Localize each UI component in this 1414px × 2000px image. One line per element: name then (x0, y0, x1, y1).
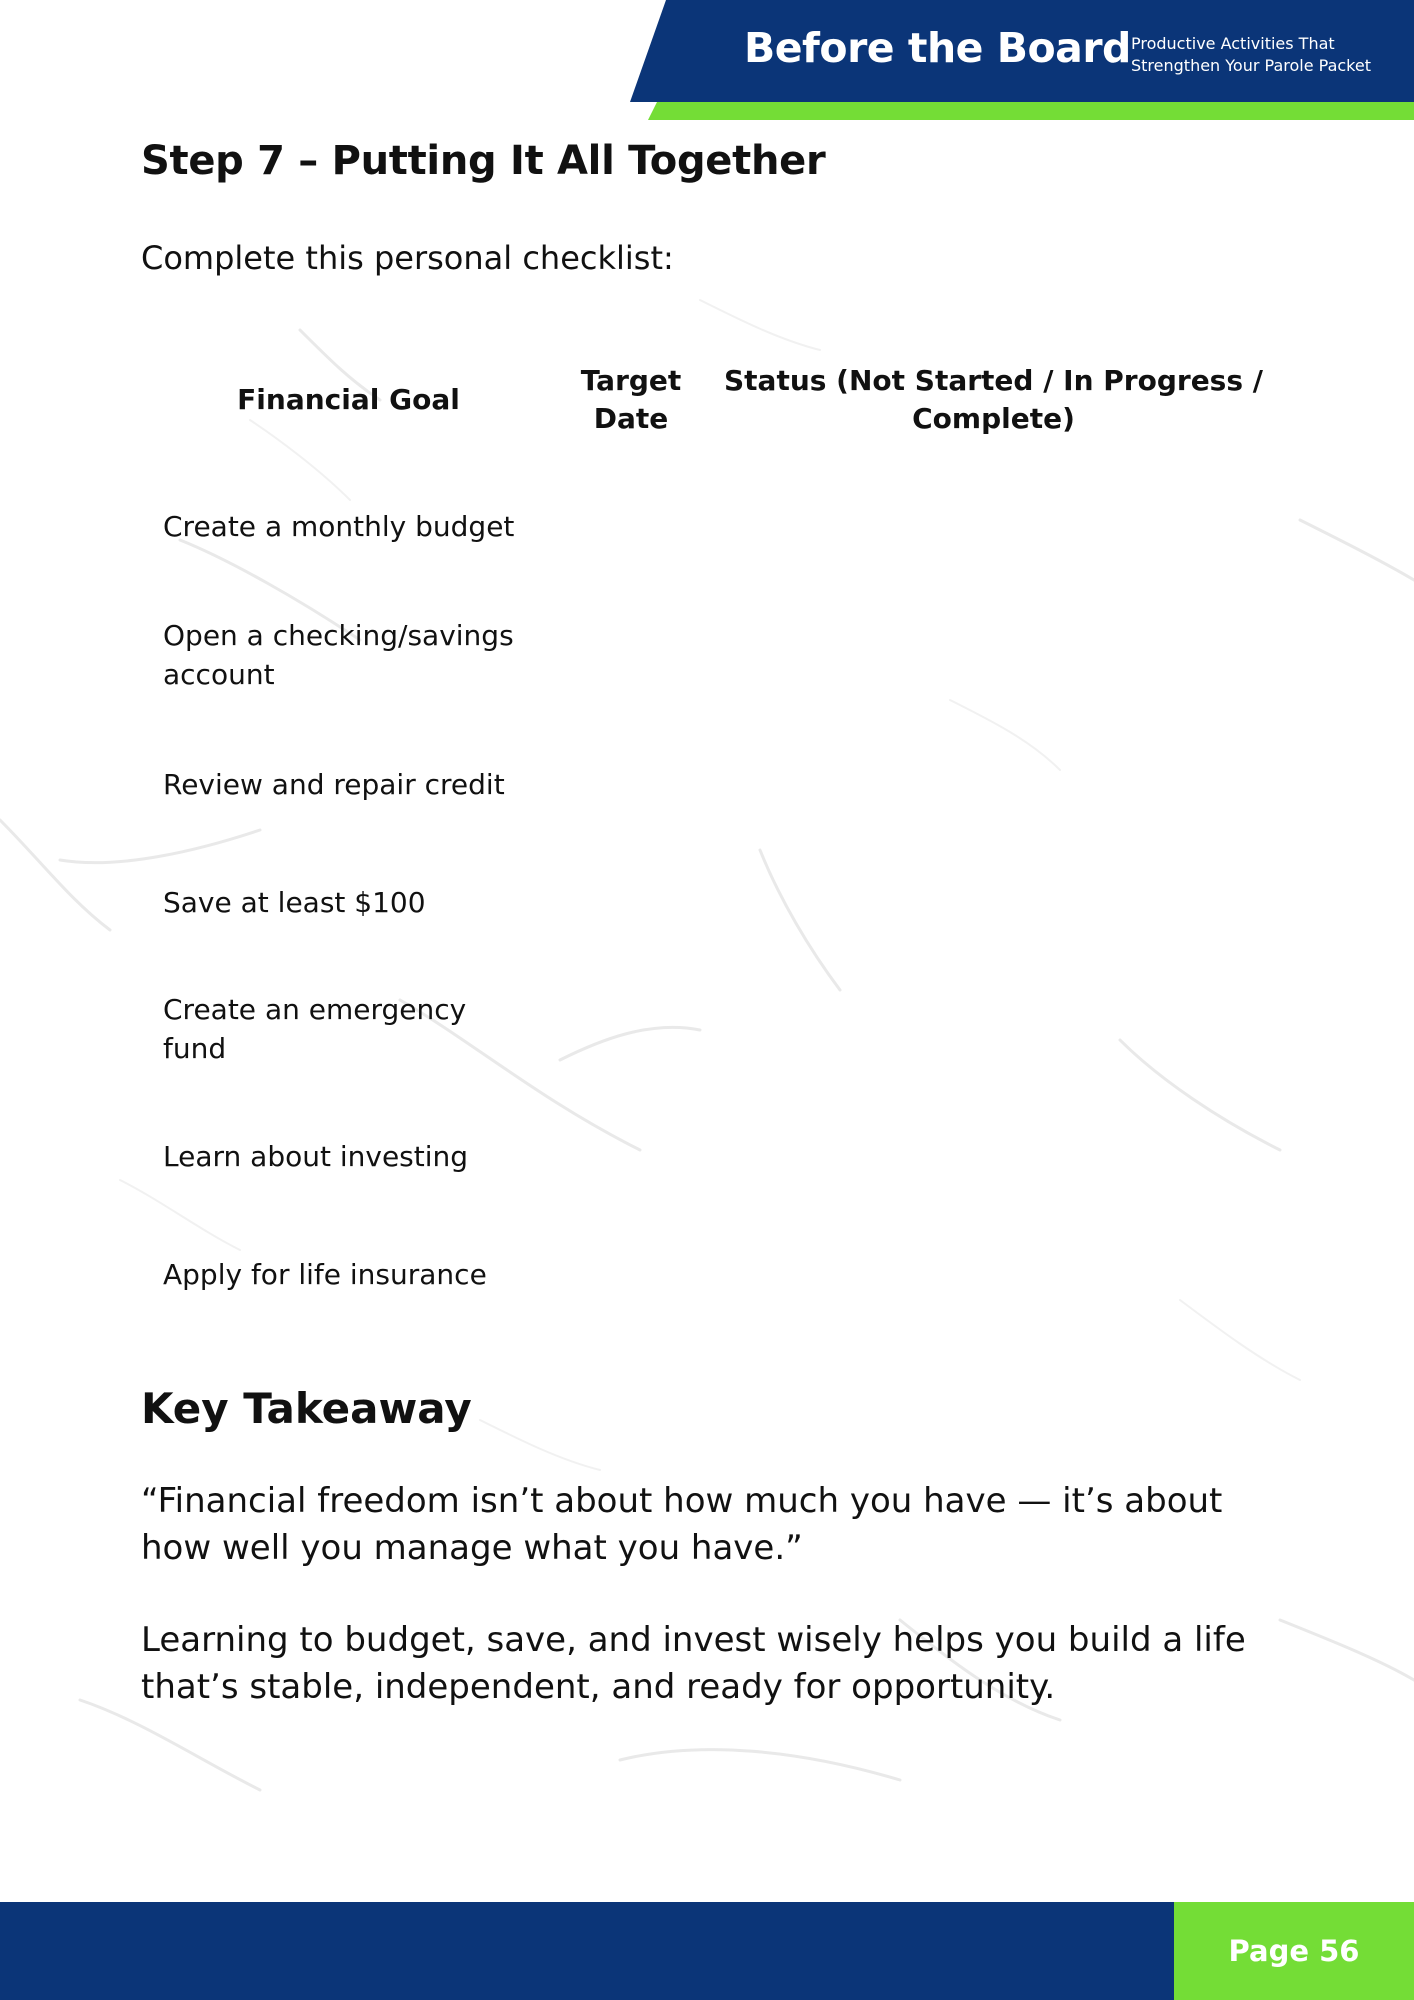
footer-bar (0, 1902, 1174, 2000)
table-row (163, 1128, 593, 1184)
column-header-financial-goal: Financial Goal (237, 383, 460, 416)
page-number: Page 56 (1228, 1934, 1360, 1968)
goal-cell (163, 616, 514, 694)
goal-cell-line2: account (163, 658, 275, 691)
takeaway-quote: “Financial freedom isn’t about how much you have — it’s about how well you manage what you have.” (141, 1481, 1223, 1568)
column-header-status-line1: Status (Not Started / In Progress / (724, 364, 1263, 397)
table-row (163, 498, 593, 554)
goal-cell: Review and repair credit (163, 767, 505, 801)
key-takeaway-heading: Key Takeaway (141, 1384, 472, 1433)
goal-cell: Apply for life insurance (163, 1257, 487, 1291)
header-subtitle-line2: Strengthen Your Parole Packet (1131, 56, 1371, 75)
table-row (163, 616, 593, 694)
checklist-intro: Complete this personal checklist: (141, 239, 674, 277)
column-header-status (706, 348, 1281, 452)
header-accent-stripe (648, 100, 1414, 120)
checklist-header-row (141, 348, 1281, 452)
header-subtitle-line1: Productive Activities That (1131, 34, 1335, 53)
header-subtitle (1131, 33, 1401, 77)
column-header-target-date-line2: Date (593, 402, 669, 435)
table-row (163, 874, 593, 930)
column-header-status-line2: Complete) (912, 402, 1075, 435)
goal-cell (163, 990, 466, 1068)
goal-cell: Create a monthly budget (163, 509, 515, 543)
footer-page-badge (1174, 1902, 1414, 2000)
table-row (163, 990, 593, 1068)
takeaway-closing-paragraph: Learning to budget, save, and invest wisely helps you build a life that’s stable, independent, and ready for opportunity. (141, 1620, 1246, 1707)
step-heading: Step 7 – Putting It All Together (141, 138, 826, 184)
column-header-target-date-line1: Target (580, 364, 682, 397)
financial-goal-checklist (141, 348, 1281, 1291)
goal-cell: Save at least $100 (163, 885, 426, 919)
table-row (163, 1246, 593, 1302)
goal-cell-line1: Create an emergency (163, 993, 467, 1026)
table-row (163, 756, 593, 812)
goal-cell-line1: Open a checking/savings (163, 619, 514, 652)
goal-cell-line2: fund (163, 1032, 227, 1065)
goal-cell: Learn about investing (163, 1139, 469, 1173)
column-header-target-date (556, 348, 706, 452)
header-title: Before the Board (744, 24, 1131, 72)
